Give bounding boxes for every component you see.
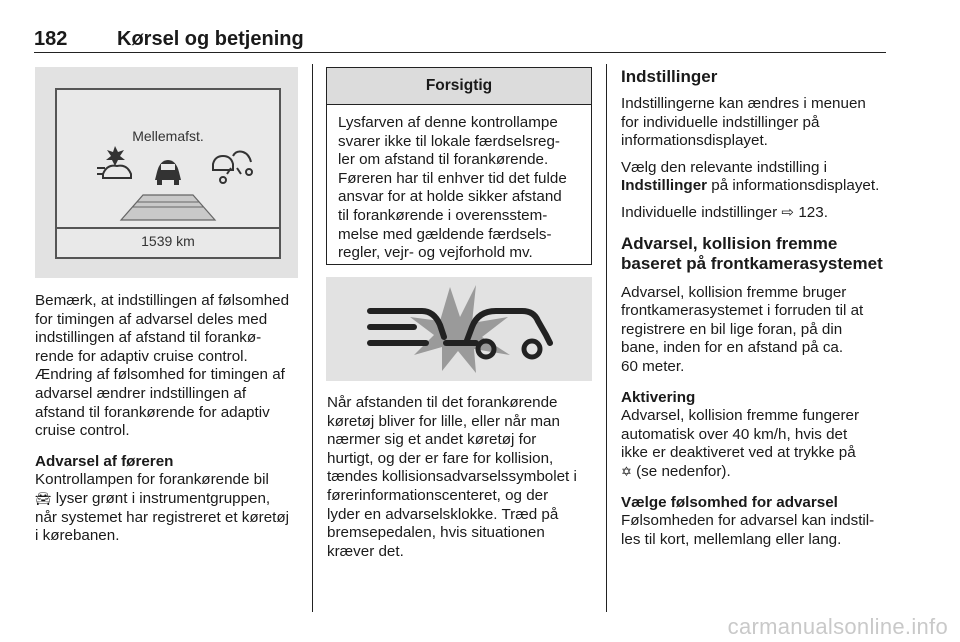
text-line: advarsel ændrer indstillingen af (35, 384, 247, 402)
text-line: Advarsel, kollision fremme (621, 233, 838, 253)
text-line: ler om afstand til forankørende. (338, 151, 549, 169)
caution-title: Forsigtig (327, 68, 591, 105)
subsection-heading: Vælge følsomhed for advarsel (621, 493, 838, 511)
middle-column (327, 394, 599, 573)
text-line: Indstillingerne kan ændres i menuen (621, 95, 866, 112)
text-line: på informationsdisplayet. (707, 177, 880, 195)
display-mode-label: Mellemafst. (132, 128, 204, 144)
text-line: ikke er deaktiveret ved at trykke på (621, 444, 856, 462)
text-line: afstand til forankørende for adaptiv (35, 403, 270, 421)
text-line: lyser grønt i instrumentgruppen, (51, 489, 271, 507)
car-indicator-icon: 🚘︎ (35, 490, 52, 506)
page-title: Kørsel og betjening (117, 28, 304, 50)
text-line: Advarsel, kollision fremme bruger (621, 283, 847, 301)
section-heading: Indstillinger (621, 67, 718, 86)
left-column (35, 292, 303, 546)
watermark: carmanualsonline.info (727, 614, 948, 639)
text-line: Vælg den relevante indstilling i (621, 158, 827, 176)
text-line: (se nedenfor). (631, 462, 731, 480)
section-heading: Advarsel af føreren (35, 452, 174, 470)
cross-reference: Individuelle indstillinger ⇨ 123. (621, 203, 828, 221)
text-line: nærmer sig et andet køretøj for (327, 431, 537, 449)
text-line: for timingen af advarsel deles med (35, 310, 268, 328)
display-illustration (35, 67, 298, 278)
section-heading (621, 234, 896, 274)
text-line: til forankørende i overensstem- (338, 206, 548, 224)
text-line: Føreren har til enhver tid det fulde (338, 169, 567, 187)
display-graphics (57, 90, 279, 257)
collision-warning-icon (326, 277, 592, 381)
column-divider (312, 64, 313, 612)
column-divider (606, 64, 607, 612)
text-line: Ændring af følsomhed for timingen af (35, 366, 285, 384)
text-line: Kontrollampen for forankørende bil (35, 471, 269, 489)
text-line: regler, vejr- og vejforhold mv. (338, 244, 533, 262)
text-line: 60 meter. (621, 357, 685, 375)
right-column (621, 67, 896, 549)
text-line: baseret på frontkamerasystemet (621, 253, 883, 273)
menu-name: Indstillinger (621, 177, 708, 195)
text-line: ansvar for at holde sikker afstand (338, 188, 562, 206)
text-line: Advarsel, kollision fremme fungerer (621, 407, 860, 425)
subsection-heading: Aktivering (621, 388, 696, 406)
page-number: 182 (34, 28, 68, 50)
text-line: lyder en advarselsklokke. Træd på (327, 505, 559, 523)
warning-button-icon: ✡︎ (621, 463, 632, 479)
text-line: les til kort, mellemlang eller lang. (621, 530, 842, 548)
text-line: førerinformationscenteret, og der (327, 486, 549, 504)
text-line: indstillingen af afstand til forankø- (35, 329, 262, 347)
text-line: bane, inden for en afstand på ca. (621, 339, 844, 357)
page-header (34, 24, 886, 53)
text-line: rende for adaptiv cruise control. (35, 347, 248, 365)
text-line: cruise control. (35, 422, 130, 440)
text-line: for individuelle indstillinger på (621, 113, 820, 131)
caution-body (327, 105, 591, 263)
text-line: Følsomheden for advarsel kan indstil- (621, 512, 875, 530)
text-line: frontkamerasystemet i forruden til at (621, 302, 864, 320)
text-line: Når afstanden til det forankørende (327, 394, 558, 411)
text-line: bremsepedalen, hvis situationen (327, 524, 545, 542)
text-line: automatisk over 40 km/h, hvis det (621, 425, 848, 443)
text-line: Lysfarven af denne kontrollampe (338, 114, 558, 131)
collision-warning-icon (97, 146, 131, 178)
text-line: hurtigt, og der er fare for kollision, (327, 449, 554, 467)
text-line: i kørebanen. (35, 527, 120, 545)
paragraph-sensitivity-note (35, 292, 303, 441)
caution-box (326, 67, 592, 265)
info-display-screen (55, 88, 281, 259)
collision-symbol-illustration (326, 277, 592, 381)
text-line: tændes kollisionsadvarselssymbolet i (327, 468, 577, 486)
sensitivity-icon (213, 152, 252, 184)
text-line: køretøj bliver for lille, eller når man (327, 412, 560, 430)
text-line: registrere en bil lige foran, på din (621, 320, 843, 338)
text-line: melse med gældende færdsels- (338, 225, 552, 243)
odometer-value: 1539 km (141, 233, 195, 249)
text-line: når systemet har registreret et køretøj (35, 508, 290, 526)
vehicle-ahead-icon (155, 160, 181, 185)
text-line: Bemærk, at indstillingen af følsomhed (35, 292, 290, 309)
text-line: svarer ikke til lokale færdselsreg- (338, 132, 560, 150)
text-line: informationsdisplayet. (621, 132, 768, 150)
paragraph-collision-warning (327, 394, 599, 561)
text-line: kræver det. (327, 542, 404, 560)
